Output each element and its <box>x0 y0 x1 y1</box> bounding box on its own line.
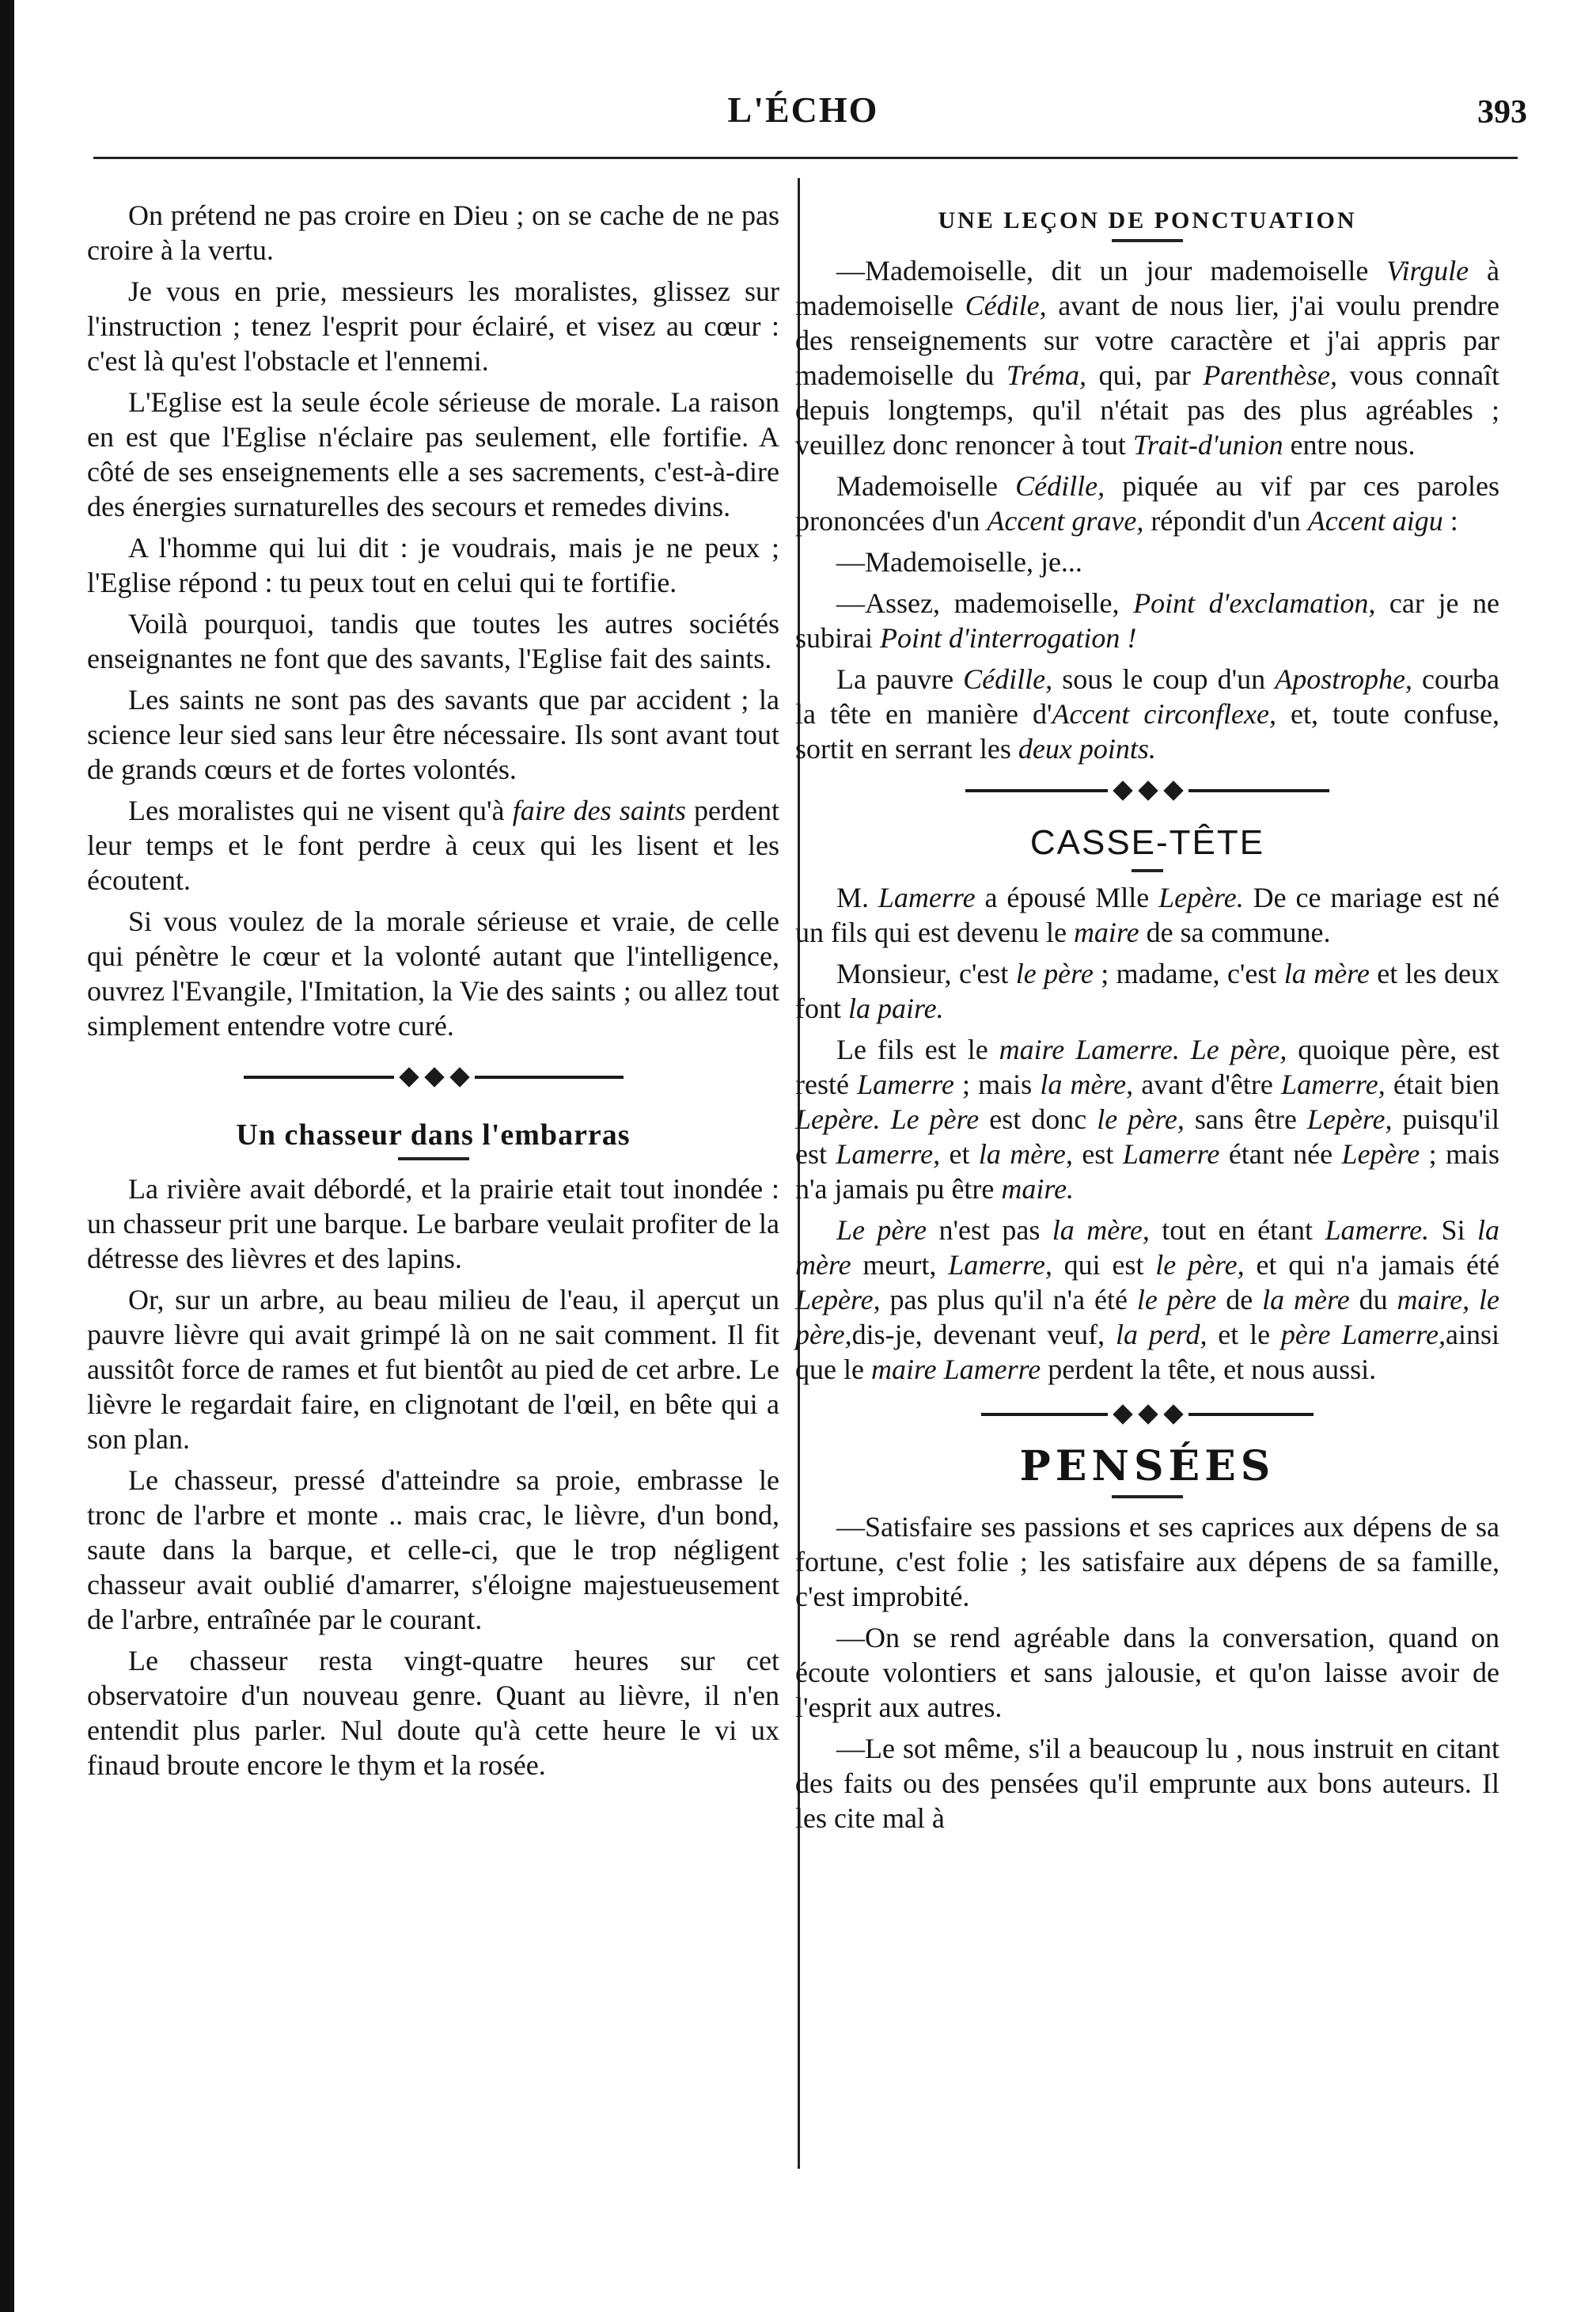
page-number: 393 <box>1477 94 1527 131</box>
section-title-pensees: PENSÉES <box>1019 1442 1276 1490</box>
paragraph: Le fils est le maire Lamerre. Le père, quoique père, est resté Lamerre ; mais la mère, avant d'être Lamerre, était bien Lepère. Le père est donc le père, sans être Lepère, puisqu'il est Lamerre, et la mère, est Lamerre étant née Lepère ; mais n'a jamais pu être maire. <box>795 1034 1500 1205</box>
paragraph: —Assez, mademoiselle, Point d'exclamation, car je ne subirai Point d'interrogation ! <box>795 587 1499 654</box>
section-title-casse-tete: CASSE-TÊTE <box>1029 823 1265 862</box>
paragraph: L'Eglise est la seule école sérieuse de morale. La raison en est que l'Eglise n'éclaire pas seulement, elle fortifie. A côté de ses enseignements elle a ses sacrements, c'est-à-dire des énergies surnaturelles des secours et remedes divins. <box>87 386 779 522</box>
paragraph: —Satisfaire ses passions et ses caprices aux dépens de sa fortune, c'est folie ; les satisfaire aux dépens de sa famille, c'est improbité. <box>795 1511 1499 1612</box>
section-title-lecon: UNE LEÇON DE PONCTUATION <box>938 207 1357 233</box>
title-rule <box>1112 1495 1183 1498</box>
scan-edge <box>0 0 14 2312</box>
right-column <box>795 207 1499 1842</box>
paragraph: Or, sur un arbre, au beau milieu de l'eau, il aperçut un pauvre lièvre qui avait grimpé là on ne sait comment. Il fit aussitôt force de rames et fut bientôt au pied de cet arbre. Le lièvre le regardait faire, en clignotant de l'œil, en bête qui a son plan. <box>87 1284 779 1455</box>
journal-title: L'ÉCHO <box>727 89 879 130</box>
paragraph: Le père n'est pas la mère, tout en étant Lamerre. Si la mère meurt, Lamerre, qui est le père, et qui n'a jamais été Lepère, pas plus qu'il n'a été le père de la mère du maire, le père,dis-je, devenant veuf, la perd, et le père Lamerre,ainsi que le maire Lamerre perdent la tête, et nous aussi. <box>795 1214 1499 1385</box>
paragraph: Les saints ne sont pas des savants que par accident ; la science leur sied sans leur être nécessaire. Ils sont avant tout de grands cœurs et de fortes volontés. <box>87 684 779 785</box>
paragraph: La rivière avait débordé, et la prairie etait tout inondée : un chasseur prit une barque. Le barbare veulait profiter de la détresse des lièvres et des lapins. <box>87 1173 779 1274</box>
paragraph: On prétend ne pas croire en Dieu ; on se cache de ne pas croire à la vertu. <box>87 199 779 266</box>
paragraph: Voilà pourquoi, tandis que toutes les autres sociétés enseignantes ne font que des savants, l'Eglise fait des saints. <box>87 608 779 674</box>
section-title-chasseur: Un chasseur dans l'embarras <box>236 1118 631 1152</box>
ornament-divider <box>244 1065 624 1089</box>
paragraph: Le chasseur, pressé d'atteindre sa proie, embrasse le tronc de l'arbre et monte .. mais crac, le lièvre, d'un bond, saute dans la barque, et celle-ci, que le trop négligent chasseur avait oublié d'amarrer, s'éloigne majestueusement de l'arbre, entraînée par le courant. <box>87 1464 779 1635</box>
ornament-divider <box>965 779 1329 803</box>
paragraph: M. Lamerre a épousé Mlle Lepère. De ce mariage est né un fils qui est devenu le maire de sa commune. <box>795 882 1499 948</box>
paragraph: —On se rend agréable dans la conversation, quand on écoute volontiers et sans jalousie, et qu'on laisse avoir de l'esprit aux autres. <box>795 1622 1499 1723</box>
left-column <box>87 198 779 1789</box>
paragraph: —Mademoiselle, je... <box>836 546 1082 578</box>
title-rule <box>398 1157 469 1160</box>
paragraph: Le chasseur resta vingt-quatre heures sur cet observatoire d'un nouveau genre. Quant au lièvre, il n'en entendit plus parler. Nul doute qu'à cette heure le vi ux finaud broute encore le thym et la rosée. <box>87 1645 779 1781</box>
paragraph: Monsieur, c'est le père ; madame, c'est la mère et les deux font la paire. <box>795 958 1499 1024</box>
ornament-divider <box>981 1403 1314 1426</box>
title-rule <box>1132 869 1163 872</box>
running-head <box>79 89 1527 144</box>
paragraph: Les moralistes qui ne visent qu'à faire des saints perdent leur temps et le font perdre à ceux qui les lisent et les écoutent. <box>87 795 779 896</box>
paragraph: Je vous en prie, messieurs les moralistes, glissez sur l'instruction ; tenez l'esprit pour éclairé, et visez au cœur : c'est là qu'est l'obstacle et l'ennemi. <box>87 275 779 377</box>
paragraph: Si vous voulez de la morale sérieuse et vraie, de celle qui pénètre le cœur et la volonté autant que l'intelligence, ouvrez l'Evangile, l'Imitation, la Vie des saints ; ou allez tout simplement entendre votre curé. <box>87 905 779 1042</box>
paragraph: —Le sot même, s'il a beaucoup lu , nous instruit en citant des faits ou des pensées qu'il emprunte aux bons auteurs. Il les cite mal à <box>795 1733 1499 1834</box>
header-rule <box>93 157 1518 159</box>
paragraph: Mademoiselle Cédille, piquée au vif par ces paroles prononcées d'un Accent grave, répondit d'un Accent aigu : <box>795 470 1499 537</box>
paragraph: A l'homme qui lui dit : je voudrais, mais je ne peux ; l'Eglise répond : tu peux tout en celui qui te fortifie. <box>87 532 779 598</box>
paragraph: —Mademoiselle, dit un jour mademoiselle Virgule à mademoiselle Cédile, avant de nous lier, j'ai voulu prendre des renseignements sur votre caractère et j'ai appris par mademoiselle du Tréma, qui, par Parenthèse, vous connaît depuis longtemps, qu'il n'était pas des plus agréables ; veuillez donc renoncer à tout Trait-d'union entre nous. <box>795 255 1499 461</box>
paragraph: La pauvre Cédille, sous le coup d'un Apostrophe, courba la tête en manière d'Accent circonflexe, et, toute confuse, sortit en serrant les deux points. <box>795 663 1499 765</box>
title-rule <box>1112 239 1183 242</box>
